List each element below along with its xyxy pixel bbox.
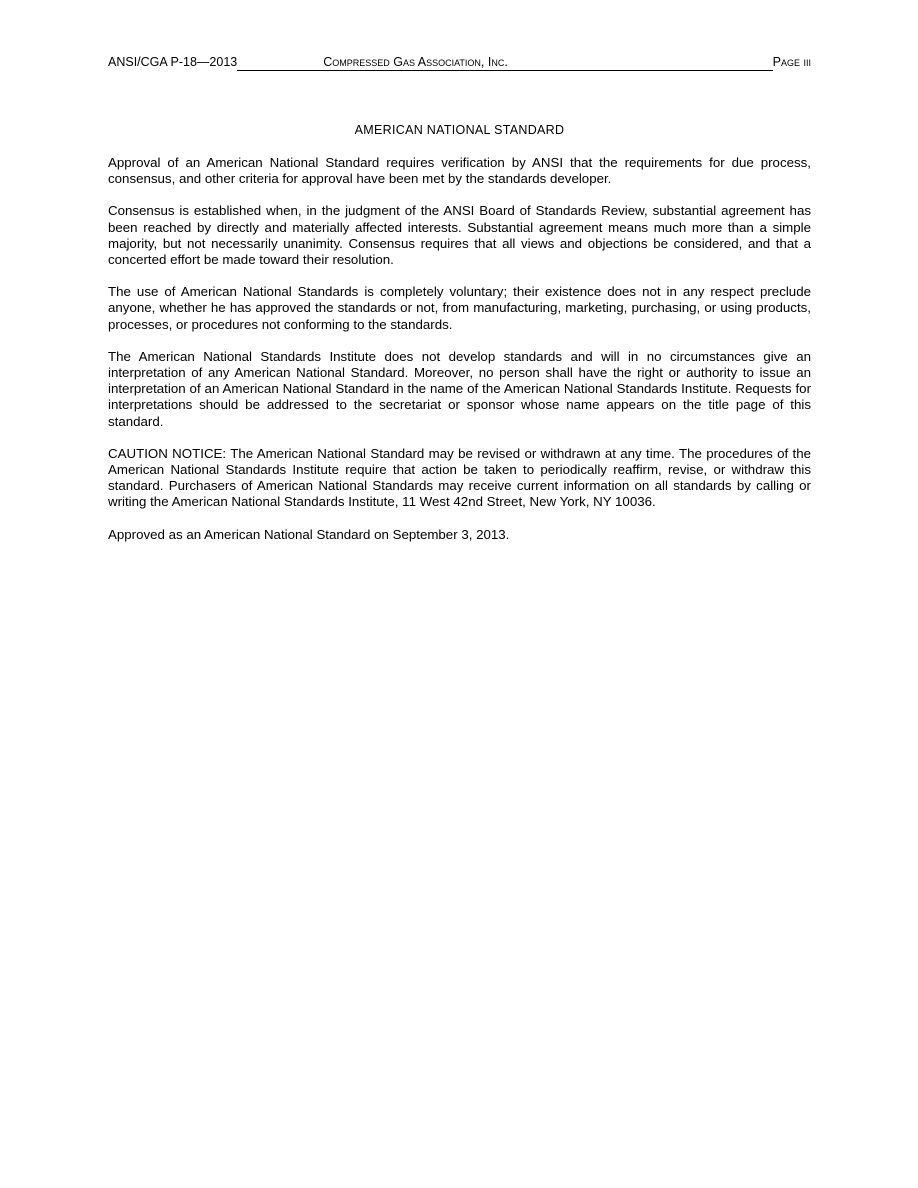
document-body <box>108 155 811 559</box>
paragraph: Approved as an American National Standard on September 3, 2013. <box>108 526 510 542</box>
paragraph: CAUTION NOTICE: The American National Standard may be revised or withdrawn at any time. The procedures of the American National Standards Institute require that action be taken to periodically reaffirm, revise, or withdraw this standard. Purchasers of American National Standards may receive current information on all standards by calling or writing the American National Standards Institute, 11 West 42nd Street, New York, NY 10036. <box>108 445 811 510</box>
page-header <box>108 54 811 71</box>
header-page-number: Page iii <box>772 55 811 69</box>
paragraph: The American National Standards Institute does not develop standards and will in no circumstances give an interpretation of any American National Standard. Moreover, no person shall have the right or authority to issue an interpretation of an American National Standard in the name of the American National Standards Institute. Requests for interpretations should be addressed to the secretariat or sponsor whose name appears on the title page of this standard. <box>108 348 811 429</box>
paragraph: Approval of an American National Standard requires verification by ANSI that the requirements for due process, consensus, and other criteria for approval have been met by the standards developer. <box>108 155 811 187</box>
header-rule <box>237 55 772 71</box>
header-publisher: Compressed Gas Association, Inc. <box>323 55 508 69</box>
section-title: AMERICAN NATIONAL STANDARD <box>354 123 565 137</box>
paragraph: Consensus is established when, in the judgment of the ANSI Board of Standards Review, substantial agreement has been reached by directly and materially affected interests. Substantial agreement means much more than a simple majority, but not necessarily unanimity. Consensus requires that all views and objections be considered, and that a concerted effort be made toward their resolution. <box>108 203 811 268</box>
header-document-id: ANSI/CGA P-18—2013 <box>108 55 238 69</box>
paragraph: The use of American National Standards is completely voluntary; their existence does not in any respect preclude anyone, whether he has approved the standards or not, from manufacturing, marketing, purchasing, or using products, processes, or procedures not conforming to the standards. <box>108 284 811 332</box>
